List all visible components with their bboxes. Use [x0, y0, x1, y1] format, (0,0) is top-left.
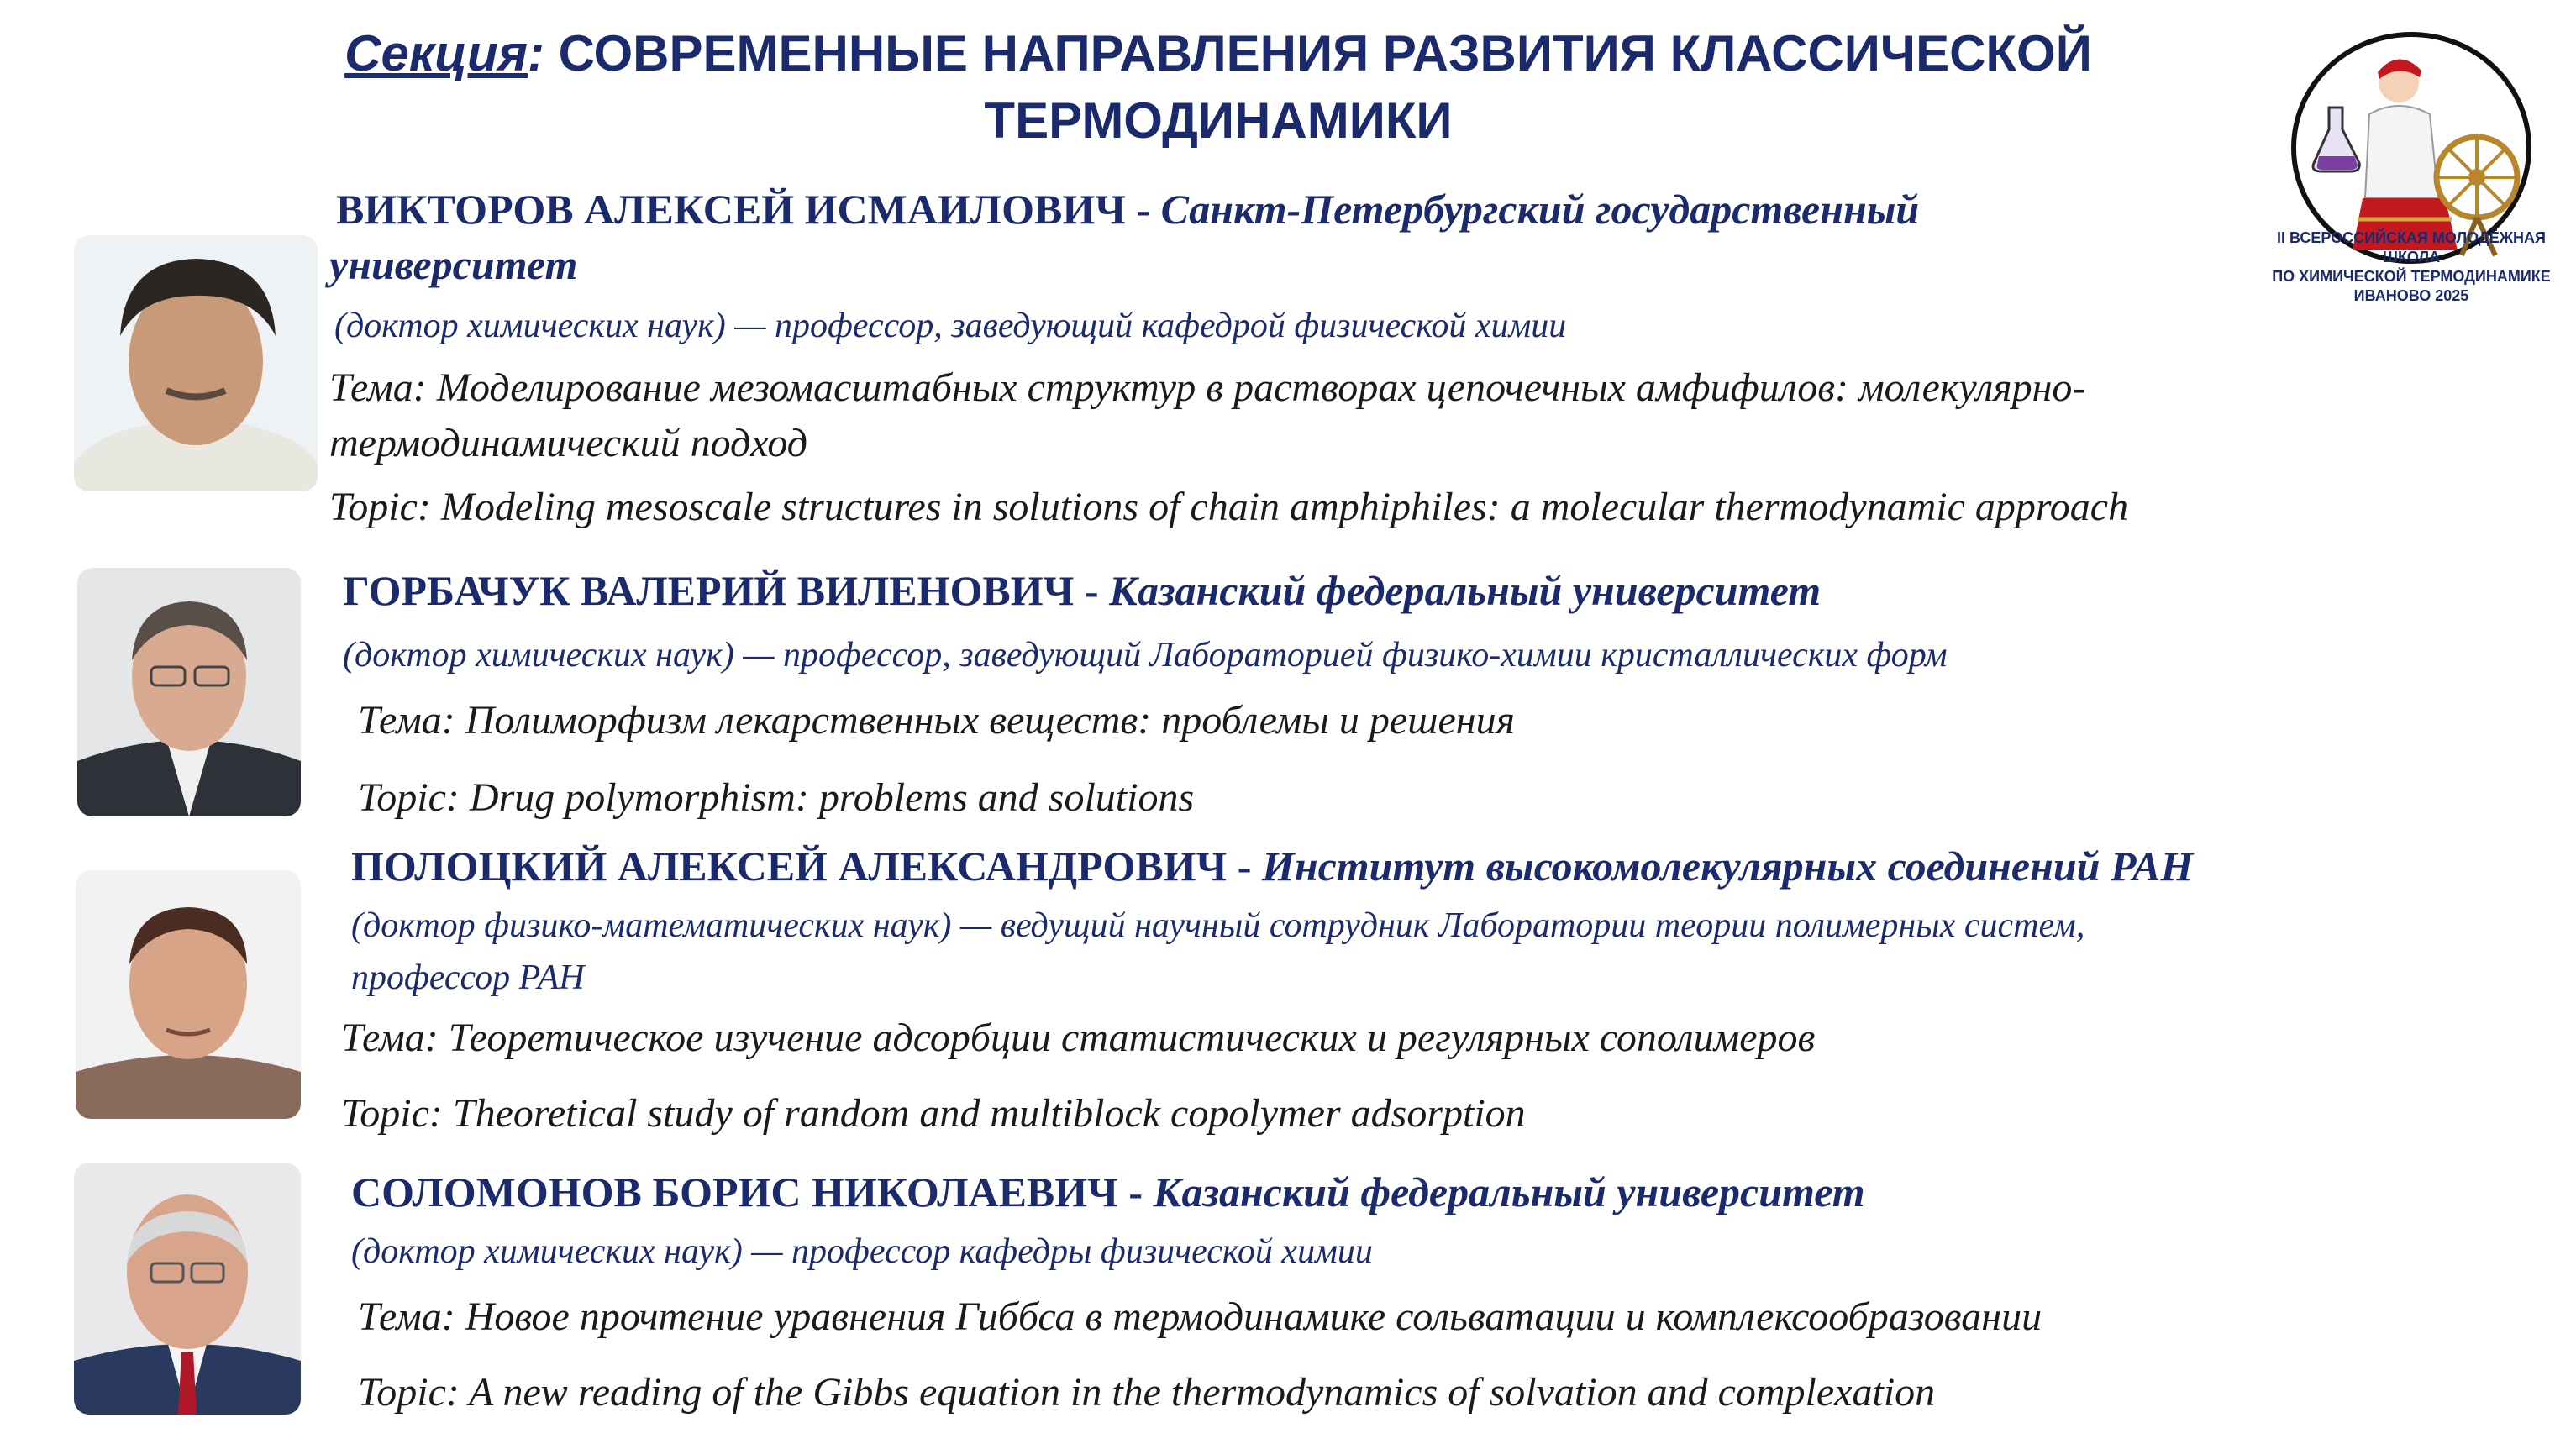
speaker-name: ВИКТОРОВ АЛЕКСЕЙ ИСМАИЛОВИЧ — [336, 186, 1126, 233]
speaker-role-cont: профессор РАН — [351, 958, 585, 997]
speaker-name-line-3 — [351, 840, 2193, 892]
speaker-photo-solomonov — [74, 1163, 301, 1415]
speaker-name-line-1 — [336, 183, 1919, 235]
logo-caption — [2260, 228, 2563, 306]
speaker-role: (доктор химических наук) — профессор, заведующий Лабораторией физико-химии кристаллических форм — [343, 636, 1948, 675]
logo-caption-line2: ПО ХИМИЧЕСКОЙ ТЕРМОДИНАМИКЕ — [2272, 268, 2551, 285]
name-separator: - — [1117, 1168, 1154, 1215]
speaker-name: СОЛОМОНОВ БОРИС НИКОЛАЕВИЧ — [351, 1168, 1118, 1215]
speaker-photo-gorbachuk — [77, 568, 301, 816]
speaker-organization: Санкт-Петербургский государственный — [1160, 186, 1920, 233]
section-colon: : — [528, 25, 544, 81]
logo-caption-line3: ИВАНОВО 2025 — [2353, 287, 2469, 304]
topic-en: Topic: Modeling mesoscale structures in solutions of chain amphiphiles: a molecular thermodynamic approach — [329, 485, 2129, 529]
speaker-role: (доктор химических наук) — профессор кафедры физической химии — [351, 1232, 1373, 1271]
section-label: Секция — [344, 25, 528, 81]
speaker-name-line-2 — [343, 564, 1821, 617]
name-separator: - — [1074, 567, 1110, 614]
speaker-organization: Казанский федеральный университет — [1109, 567, 1822, 614]
topic-en: Topic: A new reading of the Gibbs equation in the thermodynamics of solvation and complexation — [358, 1370, 1936, 1415]
section-title-line2: ТЕРМОДИНАМИКИ — [984, 92, 1453, 149]
speaker-photo-viktorov — [74, 235, 318, 491]
topic-en: Topic: Theoretical study of random and multiblock copolymer adsorption — [341, 1091, 1526, 1136]
topic-en: Topic: Drug polymorphism: problems and solutions — [358, 775, 1195, 820]
topic-ru-cont: термодинамический подход — [329, 421, 808, 465]
topic-ru: Тема: Полиморфизм лекарственных веществ: проблемы и решения — [358, 698, 1515, 743]
topic-ru: Тема: Новое прочтение уравнения Гиббса в термодинамике сольватации и комплексообразовании — [358, 1294, 2042, 1339]
speaker-name: ГОРБАЧУК ВАЛЕРИЙ ВИЛЕНОВИЧ — [343, 567, 1075, 614]
speaker-role: (доктор химических наук) — профессор, заведующий кафедрой физической химии — [334, 307, 1567, 345]
speaker-organization: Казанский федеральный университет — [1153, 1168, 1865, 1215]
speaker-name: ПОЛОЦКИЙ АЛЕКСЕЙ АЛЕКСАНДРОВИЧ — [351, 843, 1228, 890]
speaker-photo-polotsky — [76, 870, 301, 1119]
name-separator: - — [1227, 843, 1262, 890]
section-title — [252, 20, 2184, 155]
speaker-organization-cont: университет — [329, 241, 578, 288]
speaker-role: (доктор физико-математических наук) — ведущий научный сотрудник Лаборатории теории полимерных систем, — [351, 906, 2085, 945]
section-title-line1: СОВРЕМЕННЫЕ НАПРАВЛЕНИЯ РАЗВИТИЯ КЛАССИЧЕСКОЙ — [544, 25, 2092, 81]
topic-ru: Тема: Моделирование мезомасштабных структур в растворах цепочечных амфифилов: молекулярно- — [329, 365, 2086, 410]
logo-caption-line1: II ВСЕРОССИЙСКАЯ МОЛОДЁЖНАЯ ШКОЛА — [2277, 229, 2546, 265]
speaker-name-line-4 — [351, 1166, 1865, 1218]
speaker-organization: Институт высокомолекулярных соединений РАН — [1261, 843, 2194, 890]
name-separator: - — [1125, 186, 1161, 233]
topic-ru: Тема: Теоретическое изучение адсорбции статистических и регулярных сополимеров — [341, 1016, 1816, 1060]
